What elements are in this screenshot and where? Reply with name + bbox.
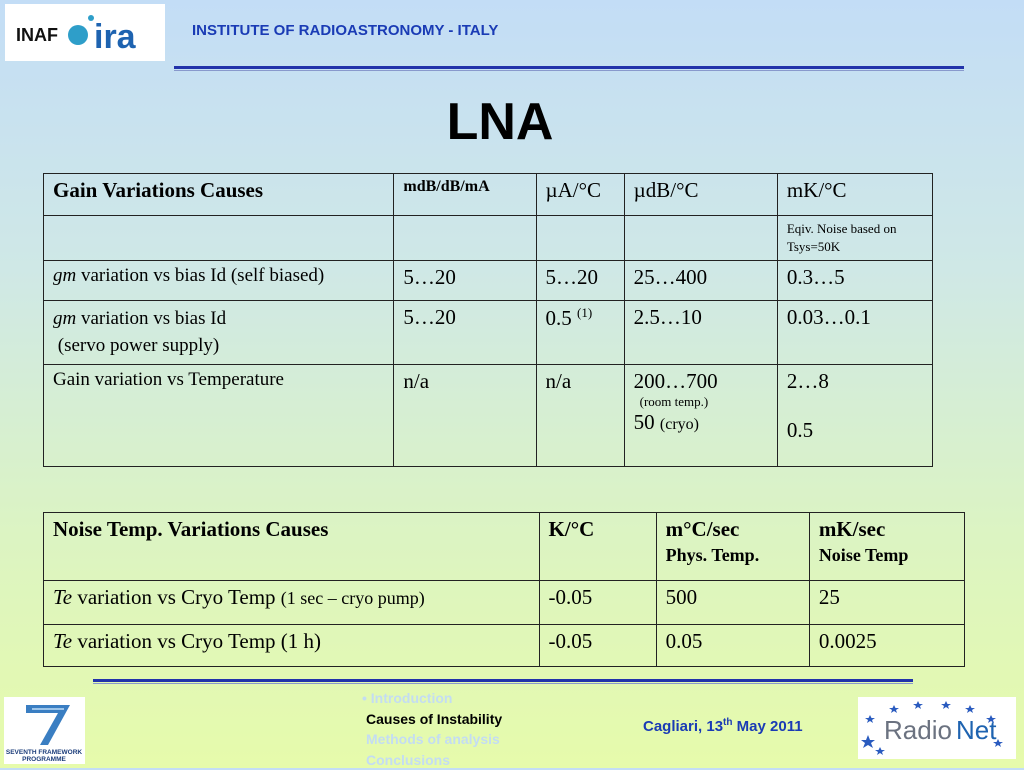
table-cell bbox=[44, 216, 394, 261]
header-cell: mdB/dB/mA bbox=[394, 174, 536, 216]
table-cell: 0.05 bbox=[656, 625, 809, 667]
table-cell: gm variation vs bias Id (self biased) bbox=[44, 261, 394, 301]
table-cell: 5…20 bbox=[394, 261, 536, 301]
table-cell: n/a bbox=[394, 365, 536, 467]
ira-text: ira bbox=[94, 18, 137, 56]
table-cell: gm variation vs bias Id (servo power supply) bbox=[44, 301, 394, 365]
header-cell: m°C/sec Phys. Temp. bbox=[656, 513, 809, 581]
table-cell: Gain variation vs Temperature bbox=[44, 365, 394, 467]
table-cell: n/a bbox=[536, 365, 624, 467]
table-cell: 200…700 (room temp.) 50 (cryo) bbox=[624, 365, 777, 467]
table-cell bbox=[394, 216, 536, 261]
table-header-row bbox=[44, 513, 965, 581]
equiv-noise-note: Eqiv. Noise based on Tsys=50K bbox=[777, 216, 932, 261]
header-cell: µA/°C bbox=[536, 174, 624, 216]
radionet-logo-graphic bbox=[858, 697, 1016, 759]
table-row bbox=[44, 216, 933, 261]
table-cell: 2.5…10 bbox=[624, 301, 777, 365]
header-cell: µdB/°C bbox=[624, 174, 777, 216]
table-cell: 0.3…5 bbox=[777, 261, 932, 301]
header-cell: mK/°C bbox=[777, 174, 932, 216]
table-cell: Te variation vs Cryo Temp (1 sec – cryo pump) bbox=[44, 581, 540, 625]
footer-divider bbox=[93, 679, 913, 684]
table-cell: 5…20 bbox=[536, 261, 624, 301]
section-navigation bbox=[362, 688, 502, 770]
table-row bbox=[44, 365, 933, 467]
header-cell: Gain Variations Causes bbox=[44, 174, 394, 216]
institute-name: INSTITUTE OF RADIOASTRONOMY - ITALY bbox=[192, 22, 498, 39]
table-header-row bbox=[44, 174, 933, 216]
header-divider bbox=[174, 66, 964, 71]
inaf-text: INAF bbox=[16, 25, 58, 45]
fp7-logo-graphic bbox=[4, 697, 85, 764]
svg-text:Radio: Radio bbox=[884, 715, 952, 745]
gain-variations-table bbox=[43, 173, 933, 467]
table-cell: 25 bbox=[809, 581, 964, 625]
table-cell: Te variation vs Cryo Temp (1 h) bbox=[44, 625, 540, 667]
header-cell: Noise Temp. Variations Causes bbox=[44, 513, 540, 581]
nav-item-methods-of-analysis[interactable]: Methods of analysis bbox=[366, 729, 502, 750]
header-cell: mK/sec Noise Temp bbox=[809, 513, 964, 581]
noise-temp-variations-table bbox=[43, 512, 965, 667]
table-cell bbox=[536, 216, 624, 261]
radionet-logo bbox=[858, 697, 1016, 759]
table-cell: 5…20 bbox=[394, 301, 536, 365]
table-cell: 0.5 $^{(1)}$ bbox=[536, 301, 624, 365]
table-cell: -0.05 bbox=[539, 581, 656, 625]
svg-text:PROGRAMME: PROGRAMME bbox=[22, 756, 66, 763]
header-cell: K/°C bbox=[539, 513, 656, 581]
table-cell: 2…8 0.5 bbox=[777, 365, 932, 467]
table-cell: 0.03…0.1 bbox=[777, 301, 932, 365]
inaf-ira-logo bbox=[5, 4, 165, 61]
footer-date: Cagliari, 13th May 2011 bbox=[643, 717, 803, 735]
table-row bbox=[44, 581, 965, 625]
table-cell: 25…400 bbox=[624, 261, 777, 301]
table-cell: 0.0025 bbox=[809, 625, 964, 667]
table-cell: -0.05 bbox=[539, 625, 656, 667]
table-row bbox=[44, 625, 965, 667]
slide-title: LNA bbox=[0, 92, 1000, 152]
svg-text:SEVENTH FRAMEWORK: SEVENTH FRAMEWORK bbox=[6, 749, 83, 756]
fp7-logo bbox=[4, 697, 85, 764]
inaf-ira-logo-graphic bbox=[10, 8, 160, 58]
table-cell: 500 bbox=[656, 581, 809, 625]
nav-item-introduction[interactable]: • Introduction bbox=[362, 688, 502, 709]
nav-item-causes-of-instability[interactable]: Causes of Instability bbox=[366, 709, 502, 730]
table-row bbox=[44, 261, 933, 301]
table-row bbox=[44, 301, 933, 365]
svg-text:Net: Net bbox=[956, 715, 997, 745]
nav-item-conclusions[interactable]: Conclusions bbox=[366, 750, 502, 770]
table-cell bbox=[624, 216, 777, 261]
